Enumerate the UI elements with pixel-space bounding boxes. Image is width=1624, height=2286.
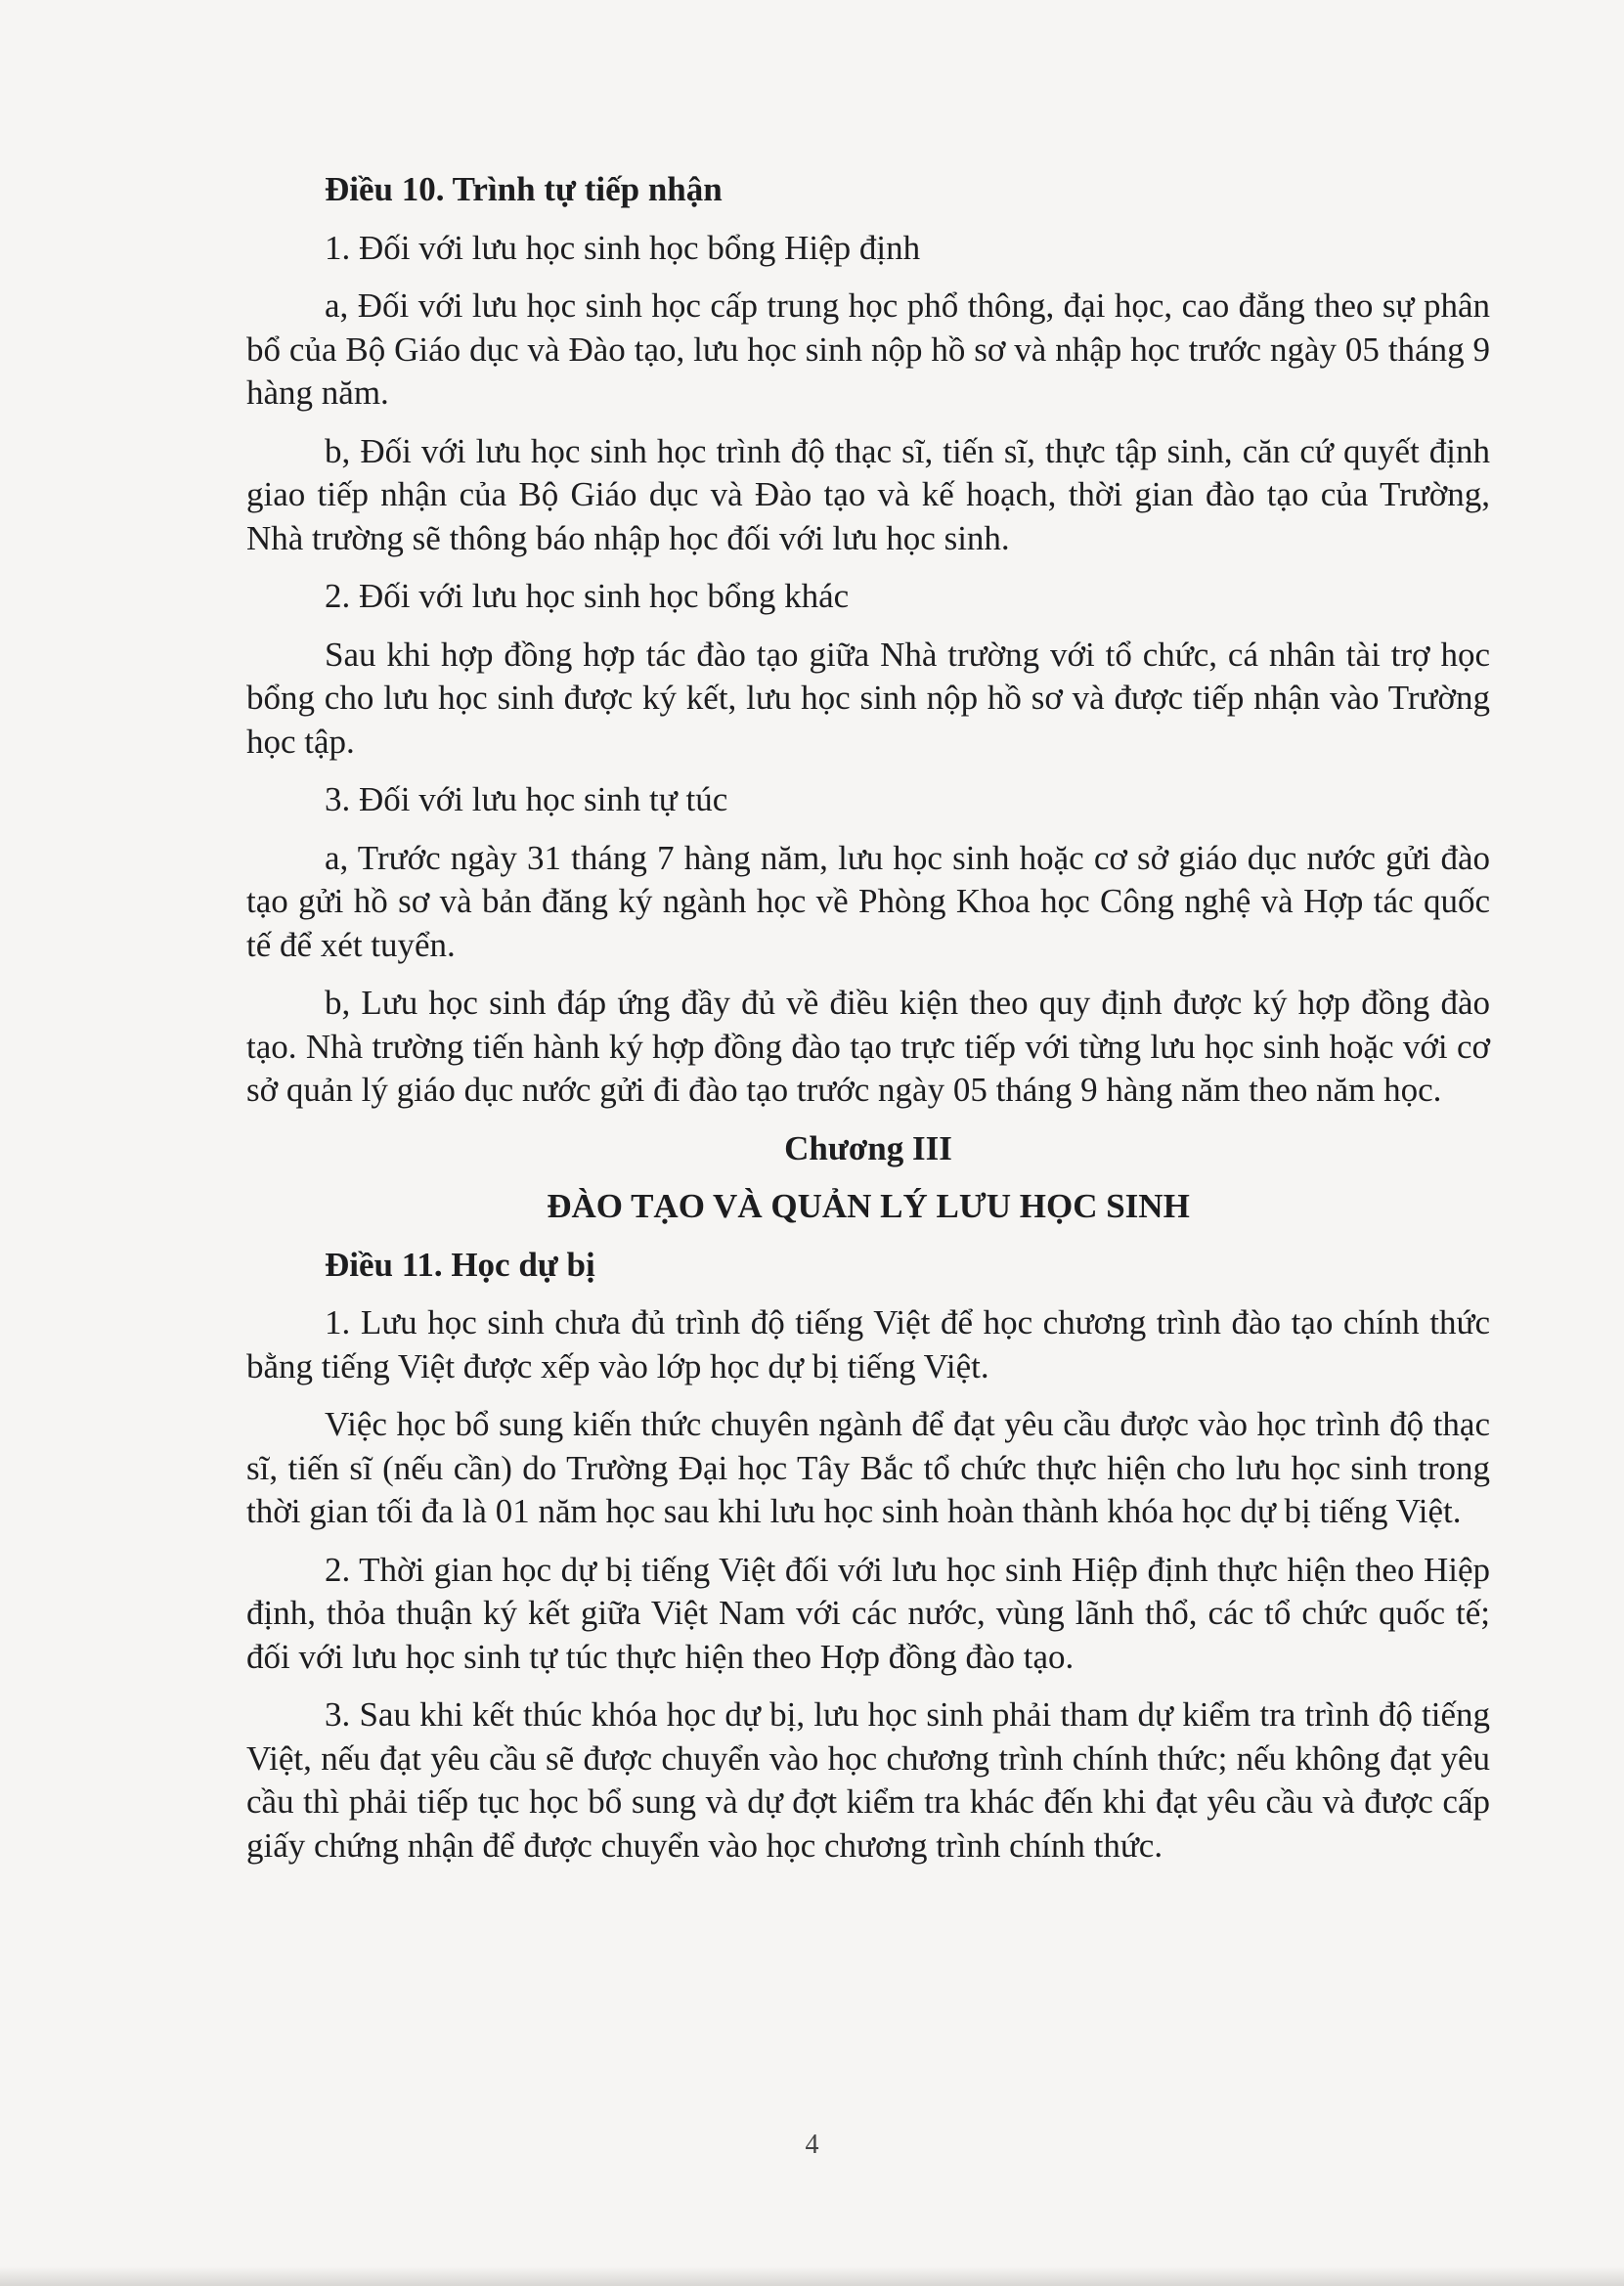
- page-number: 4: [805, 2130, 819, 2160]
- article-10-item-3a: a, Trước ngày 31 tháng 7 hàng năm, lưu học sinh hoặc cơ sở giáo dục nước gửi đào tạo gửi hồ sơ và bản đăng ký ngành học về Phòng Khoa học Công nghệ và Hợp tác quốc tế để xét tuyển.: [246, 838, 1490, 964]
- article-11-title: Điều 11. Học dự bị: [325, 1245, 595, 1284]
- article-10-item-2: 2. Đối với lưu học sinh học bổng khác: [325, 577, 850, 615]
- article-11-item-1: 1. Lưu học sinh chưa đủ trình độ tiếng Việt để học chương trình đào tạo chính thức bằng tiếng Việt được xếp vào lớp học dự bị tiếng Việt.: [246, 1303, 1490, 1385]
- document-body: [246, 168, 1490, 1882]
- chapter-label: Chương III: [784, 1128, 952, 1167]
- article-10-item-3b: b, Lưu học sinh đáp ứng đầy đủ về điều kiện theo quy định được ký hợp đồng đào tạo. Nhà trường tiến hành ký hợp đồng đào tạo trực tiếp với từng lưu học sinh hoặc với cơ sở quản lý giáo dục nước gửi đi đào tạo trước ngày 05 tháng 9 hàng năm theo năm học.: [246, 984, 1490, 1109]
- article-10-item-1b: b, Đối với lưu học sinh học trình độ thạc sĩ, tiến sĩ, thực tập sinh, căn cứ quyết định giao tiếp nhận của Bộ Giáo dục và Đào tạo và kế hoạch, thời gian đào tạo của Trường, Nhà trường sẽ thông báo nhập học đối với lưu học sinh.: [246, 431, 1490, 557]
- article-10-item-1a: a, Đối với lưu học sinh học cấp trung học phổ thông, đại học, cao đẳng theo sự phân bổ của Bộ Giáo dục và Đào tạo, lưu học sinh nộp hồ sơ và nhập học trước ngày 05 tháng 9 hàng năm.: [246, 286, 1490, 412]
- article-10-item-3: 3. Đối với lưu học sinh tự túc: [325, 780, 728, 818]
- article-11-item-3: 3. Sau khi kết thúc khóa học dự bị, lưu học sinh phải tham dự kiểm tra trình độ tiếng Việt, nếu đạt yêu cầu sẽ được chuyển vào học chương trình chính thức; nếu không đạt yêu cầu thì phải tiếp tục học bổ sung và dự đợt kiểm tra khác đến khi đạt yêu cầu và được cấp giấy chứng nhận để được chuyển vào học chương trình chính thức.: [246, 1695, 1490, 1865]
- article-11-item-2: 2. Thời gian học dự bị tiếng Việt đối với lưu học sinh Hiệp định thực hiện theo Hiệp định, thỏa thuận ký kết giữa Việt Nam với các nước, vùng lãnh thổ, các tổ chức quốc tế; đối với lưu học sinh tự túc thực hiện theo Hợp đồng đào tạo.: [246, 1550, 1490, 1676]
- article-10-item-2-text: Sau khi hợp đồng hợp tác đào tạo giữa Nhà trường với tổ chức, cá nhân tài trợ học bổng cho lưu học sinh được ký kết, lưu học sinh nộp hồ sơ và được tiếp nhận vào Trường học tập.: [246, 635, 1490, 761]
- article-11-item-1-continued: Việc học bổ sung kiến thức chuyên ngành để đạt yêu cầu được vào học trình độ thạc sĩ, tiến sĩ (nếu cần) do Trường Đại học Tây Bắc tổ chức thực hiện cho lưu học sinh trong thời gian tối đa là 01 năm học sau khi lưu học sinh hoàn thành khóa học dự bị tiếng Việt.: [246, 1405, 1490, 1530]
- chapter-title: ĐÀO TẠO VÀ QUẢN LÝ LƯU HỌC SINH: [547, 1187, 1190, 1225]
- article-10-title: Điều 10. Trình tự tiếp nhận: [325, 170, 723, 208]
- page-edge-shadow: [0, 2266, 1624, 2286]
- article-10-item-1: 1. Đối với lưu học sinh học bổng Hiệp định: [325, 228, 921, 267]
